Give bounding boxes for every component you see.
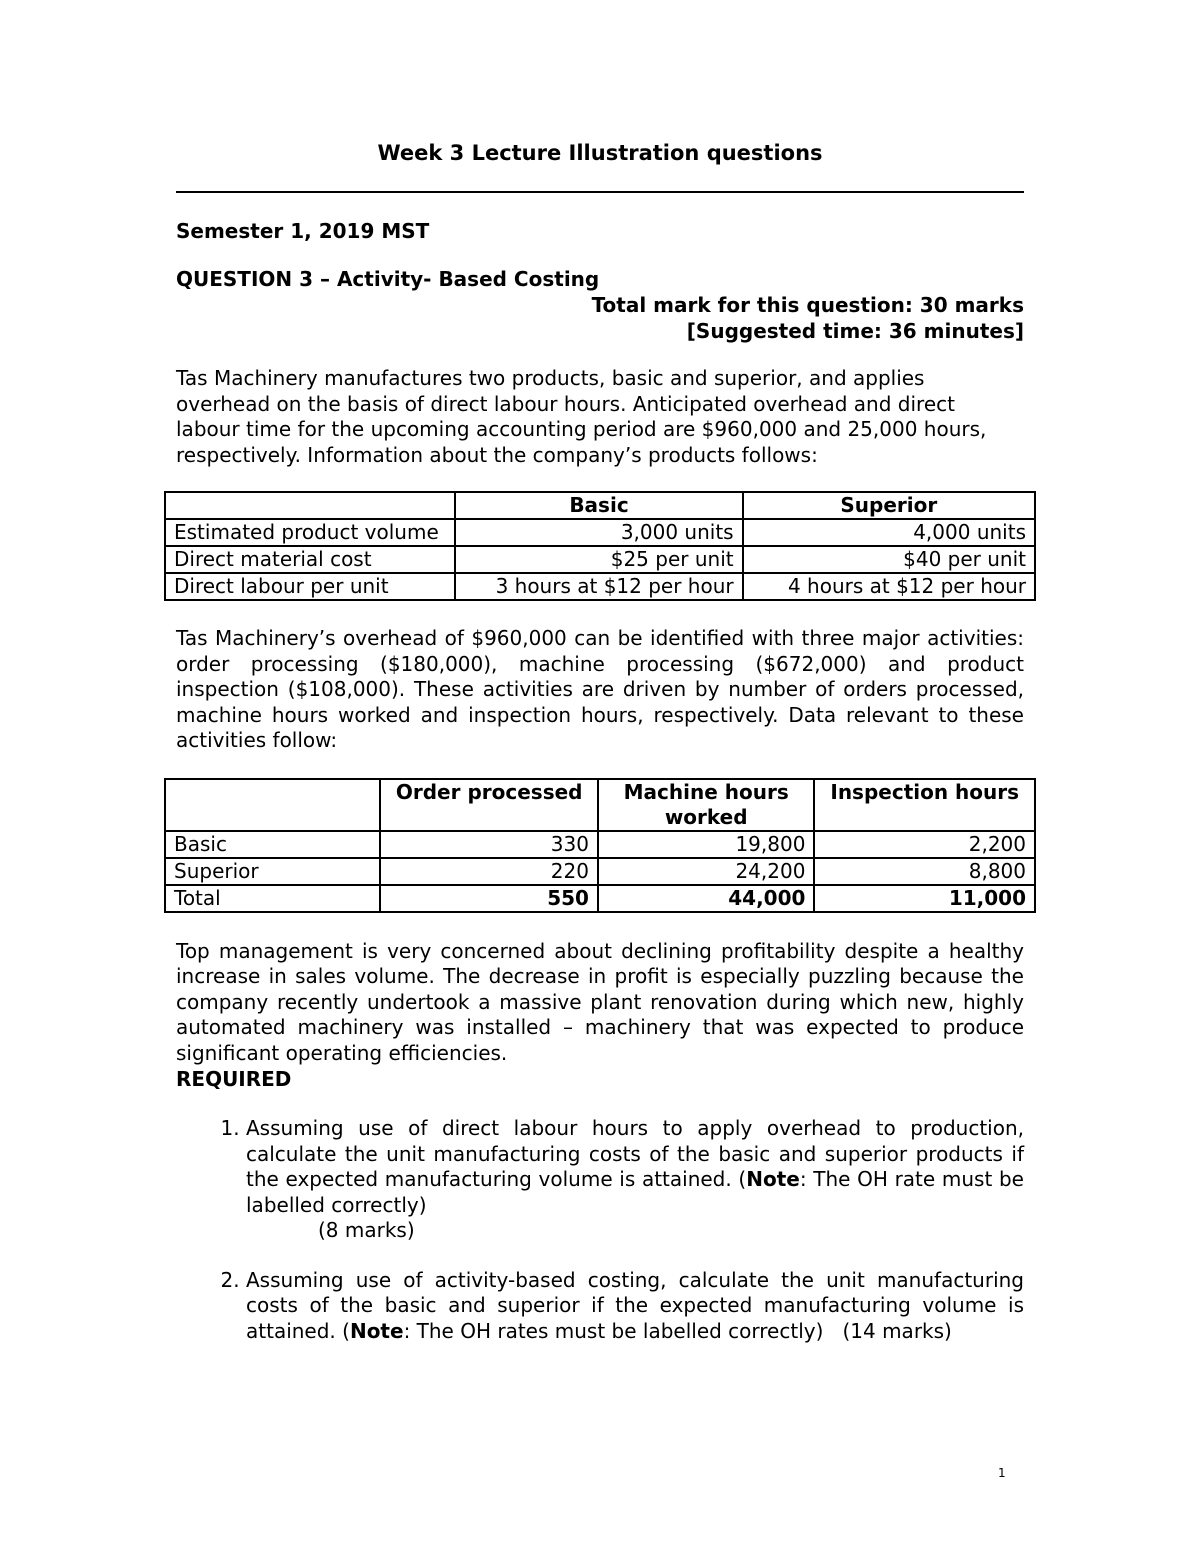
required-heading: REQUIRED [176, 1067, 292, 1091]
page-title: Week 3 Lecture Illustration questions [377, 141, 823, 165]
machine-hours-value: 24,200 [598, 858, 814, 885]
row-label: Direct material cost [165, 546, 455, 573]
product-table [164, 491, 1036, 601]
suggested-time: [Suggested time: 36 minutes] [686, 319, 1024, 343]
row-label: Estimated product volume [165, 519, 455, 546]
list-item [246, 1116, 1024, 1244]
note-label: Note [349, 1318, 404, 1343]
row-label: Total [165, 885, 380, 912]
superior-value: 4,000 units [743, 519, 1035, 546]
table-row [165, 546, 1035, 573]
requirements-list [176, 1116, 1024, 1344]
table-header-cell: Basic [455, 492, 742, 519]
row-label: Superior [165, 858, 380, 885]
note-label: Note [746, 1167, 800, 1191]
table-header-cell [165, 779, 380, 831]
activity-table [164, 778, 1036, 913]
table-row [165, 831, 1035, 858]
table-header-cell: Inspection hours [814, 779, 1035, 831]
orders-value: 220 [380, 858, 598, 885]
marks-label: (14 marks) [842, 1318, 952, 1343]
inspection-hours-value: 2,200 [814, 831, 1035, 858]
machine-hours-value: 19,800 [598, 831, 814, 858]
table-header-cell: Order processed [380, 779, 598, 831]
basic-value: $25 per unit [455, 546, 742, 573]
inspection-hours-value: 8,800 [814, 858, 1035, 885]
intro-paragraph: Tas Machinery manufactures two products, basic and superior, and applies overhead on the basis of direct labour hours. Anticipated overhead and direct labour time for the upcoming accounting period are $960,000 and 25,000 hours, respectively. Information about the company’s products follows: [176, 366, 987, 467]
semester-heading: Semester 1, 2019 MST [176, 219, 430, 243]
requirement-text: Assuming use of activity-based costing, calculate the unit manufacturing costs of the basic and superior if the expected manufacturing volume is attained. ( [246, 1267, 1024, 1343]
requirement-text-after: : The OH rate must be labelled correctly) [246, 1167, 1024, 1217]
management-paragraph: Top management is very concerned about declining profitability despite a healthy increase in sales volume. The decrease in profit is especially puzzling because the company recently undertook a massive plant renovation during which new, highly automated machinery was installed – machinery that was expected to produce significant operating efficiencies. [176, 938, 1024, 1065]
table-header-row [165, 492, 1035, 519]
document-page [176, 138, 1024, 1344]
table-row [165, 519, 1035, 546]
superior-value: 4 hours at $12 per hour [743, 573, 1035, 600]
total-mark: Total mark for this question: 30 marks [591, 293, 1024, 317]
table-total-row [165, 885, 1035, 912]
superior-value: $40 per unit [743, 546, 1035, 573]
table-header-row [165, 779, 1035, 831]
table-row [165, 573, 1035, 600]
table-header-cell: Machine hours worked [598, 779, 814, 831]
requirement-text-after: : The OH rates must be labelled correctly) [403, 1318, 843, 1343]
question-heading: QUESTION 3 – Activity- Based Costing [176, 267, 600, 291]
orders-value: 330 [380, 831, 598, 858]
table-row [165, 858, 1035, 885]
machine-hours-total: 44,000 [598, 885, 814, 912]
table-header-cell [165, 492, 455, 519]
list-item [246, 1268, 1024, 1345]
basic-value: 3 hours at $12 per hour [455, 573, 742, 600]
inspection-hours-total: 11,000 [814, 885, 1035, 912]
basic-value: 3,000 units [455, 519, 742, 546]
page-number: 1 [998, 1466, 1006, 1480]
requirement-text: Assuming use of direct labour hours to apply overhead to production, calculate the unit manufacturing costs of the basic and superior products if the expected manufacturing volume is attained. ( [246, 1116, 1024, 1191]
marks-label: (8 marks) [318, 1218, 415, 1242]
orders-total: 550 [380, 885, 598, 912]
table-header-cell: Superior [743, 492, 1035, 519]
overhead-paragraph: Tas Machinery’s overhead of $960,000 can be identified with three major activities: order processing ($180,000), machine processing ($672,000) and product inspection ($108,000). These activities are driven by number of orders processed, machine hours worked and inspection hours, respectively. Data relevant to these activities follow: [176, 626, 1024, 752]
row-label: Direct labour per unit [165, 573, 455, 600]
row-label: Basic [165, 831, 380, 858]
title-divider [176, 191, 1024, 193]
